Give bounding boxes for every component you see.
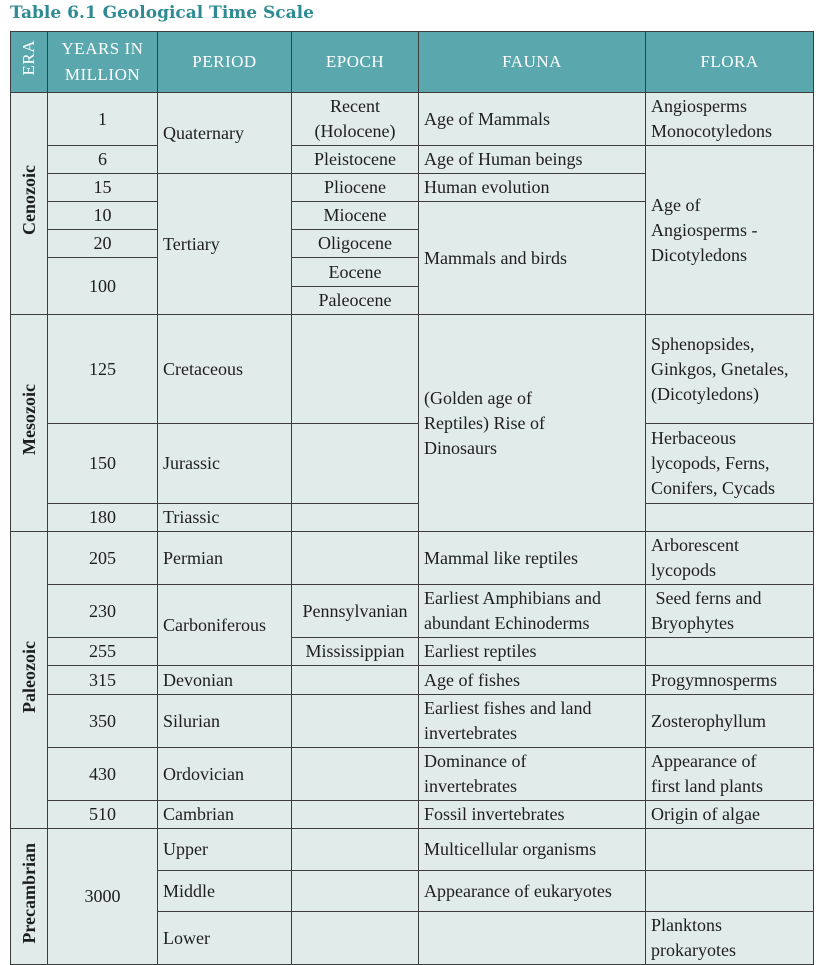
- fauna-cell: Appearance of eukaryotes: [419, 871, 646, 912]
- fauna-cell: Human evolution: [419, 174, 646, 202]
- years-cell: 10: [48, 202, 158, 230]
- flora-cell: [646, 829, 814, 871]
- fauna-cell: [419, 912, 646, 965]
- table-row: [11, 801, 814, 829]
- fauna-cell: Fossil invertebrates: [419, 801, 646, 829]
- years-cell: 255: [48, 638, 158, 666]
- table-row: [11, 638, 814, 666]
- epoch-cell: [292, 748, 419, 801]
- table-row: [11, 695, 814, 748]
- epoch-cell: [292, 801, 419, 829]
- flora-cell: Origin of algae: [646, 801, 814, 829]
- header-years: YEARS IN MILLION: [48, 32, 158, 93]
- flora-cell: Planktons prokaryotes: [646, 912, 814, 965]
- period-cell: Cambrian: [158, 801, 292, 829]
- flora-cell: Appearance of first land plants: [646, 748, 814, 801]
- period-cell: Triassic: [158, 504, 292, 532]
- epoch-cell: Pliocene: [292, 174, 419, 202]
- years-cell: 6: [48, 146, 158, 174]
- period-cell: Carboniferous: [158, 585, 292, 666]
- epoch-cell: Pleistocene: [292, 146, 419, 174]
- table-row: [11, 93, 814, 146]
- epoch-cell: Miocene: [292, 202, 419, 230]
- fauna-cell: Mammals and birds: [419, 202, 646, 315]
- period-cell: Cretaceous: [158, 315, 292, 424]
- header-era: ERA: [11, 32, 48, 93]
- years-cell: 315: [48, 666, 158, 695]
- flora-cell: Arborescent lycopods: [646, 532, 814, 585]
- header-flora: FLORA: [646, 32, 814, 93]
- period-cell: Ordovician: [158, 748, 292, 801]
- fauna-cell: Earliest Amphibians and abundant Echinoderms: [419, 585, 646, 638]
- geological-time-scale-table: [10, 31, 814, 965]
- epoch-cell: [292, 912, 419, 965]
- flora-cell: Seed ferns and Bryophytes: [646, 585, 814, 638]
- header-period: PERIOD: [158, 32, 292, 93]
- flora-cell: [646, 871, 814, 912]
- years-cell: 15: [48, 174, 158, 202]
- fauna-cell: Earliest reptiles: [419, 638, 646, 666]
- period-cell: Tertiary: [158, 174, 292, 315]
- table-row: [11, 146, 814, 174]
- fauna-cell: Age of Mammals: [419, 93, 646, 146]
- period-cell: Devonian: [158, 666, 292, 695]
- years-cell: 1: [48, 93, 158, 146]
- era-mesozoic: Mesozoic: [11, 315, 48, 532]
- epoch-cell: Oligocene: [292, 230, 419, 258]
- fauna-cell: Mammal like reptiles: [419, 532, 646, 585]
- epoch-cell: [292, 504, 419, 532]
- era-precambrian: Precambrian: [11, 829, 48, 965]
- fauna-cell: Age of Human beings: [419, 146, 646, 174]
- years-cell: 205: [48, 532, 158, 585]
- epoch-cell: Mississippian: [292, 638, 419, 666]
- years-cell: 430: [48, 748, 158, 801]
- epoch-cell: [292, 871, 419, 912]
- fauna-cell: Dominance of invertebrates: [419, 748, 646, 801]
- fauna-cell: (Golden age of Reptiles) Rise of Dinosaurs: [419, 315, 646, 532]
- epoch-cell: [292, 532, 419, 585]
- era-paleozoic: Paleozoic: [11, 532, 48, 829]
- flora-cell: Progymnosperms: [646, 666, 814, 695]
- table-row: [11, 666, 814, 695]
- epoch-cell: Eocene: [292, 258, 419, 287]
- table-row: [11, 748, 814, 801]
- period-cell: Middle: [158, 871, 292, 912]
- period-cell: Jurassic: [158, 424, 292, 504]
- years-cell: 20: [48, 230, 158, 258]
- period-cell: Permian: [158, 532, 292, 585]
- flora-cell: [646, 504, 814, 532]
- flora-cell: Sphenopsides, Ginkgos, Gnetales, (Dicotyledons): [646, 315, 814, 424]
- fauna-cell: Multicellular organisms: [419, 829, 646, 871]
- period-cell: Silurian: [158, 695, 292, 748]
- table-row: [11, 829, 814, 871]
- years-cell: 100: [48, 258, 158, 315]
- years-cell: 3000: [48, 829, 158, 965]
- table-row: [11, 532, 814, 585]
- years-cell: 230: [48, 585, 158, 638]
- table-row: [11, 585, 814, 638]
- years-cell: 180: [48, 504, 158, 532]
- epoch-cell: [292, 315, 419, 424]
- epoch-cell: Paleocene: [292, 287, 419, 315]
- header-row: [11, 32, 814, 93]
- epoch-cell: Recent (Holocene): [292, 93, 419, 146]
- epoch-cell: [292, 424, 419, 504]
- table-row: [11, 504, 814, 532]
- era-cenozoic: Cenozoic: [11, 93, 48, 315]
- table-row: [11, 424, 814, 504]
- epoch-cell: [292, 666, 419, 695]
- fauna-cell: Earliest fishes and land invertebrates: [419, 695, 646, 748]
- table-row: [11, 315, 814, 424]
- flora-cell: Age of Angiosperms - Dicotyledons: [646, 146, 814, 315]
- flora-cell: Zosterophyllum: [646, 695, 814, 748]
- period-cell: Upper: [158, 829, 292, 871]
- years-cell: 350: [48, 695, 158, 748]
- flora-cell: Herbaceous lycopods, Ferns, Conifers, Cycads: [646, 424, 814, 504]
- fauna-cell: Age of fishes: [419, 666, 646, 695]
- years-cell: 125: [48, 315, 158, 424]
- header-epoch: EPOCH: [292, 32, 419, 93]
- epoch-cell: [292, 695, 419, 748]
- years-cell: 150: [48, 424, 158, 504]
- flora-cell: [646, 638, 814, 666]
- epoch-cell: Pennsylvanian: [292, 585, 419, 638]
- years-cell: 510: [48, 801, 158, 829]
- header-fauna: FAUNA: [419, 32, 646, 93]
- period-cell: Lower: [158, 912, 292, 965]
- epoch-cell: [292, 829, 419, 871]
- period-cell: Quaternary: [158, 93, 292, 174]
- flora-cell: Angiosperms Monocotyledons: [646, 93, 814, 146]
- table-caption: Table 6.1 Geological Time Scale: [10, 3, 314, 23]
